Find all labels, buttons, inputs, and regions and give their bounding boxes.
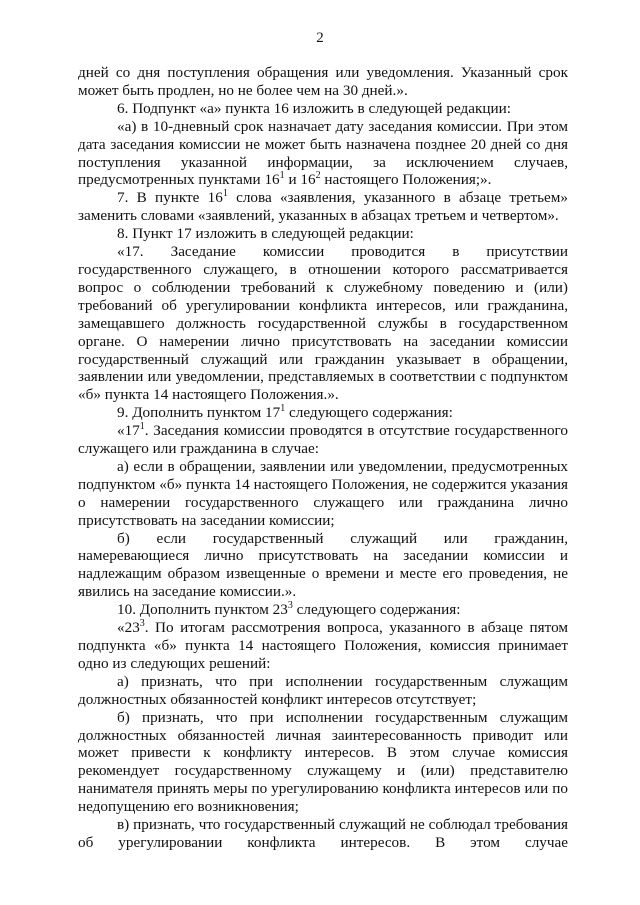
paragraph-p02 [78, 100, 568, 118]
superscript-index: 2 [315, 170, 321, 182]
text-run: настоящего Положения;». [320, 171, 492, 189]
paragraph-p11 [78, 601, 568, 619]
text-run: . По итогам рассмотрения вопроса, указанного в абзаце пятом подпункта «б» пункта 14 настоящего Положения, комиссия принимает одно из следующих решений: [78, 619, 568, 672]
text-run: дней со дня поступления обращения или уведомления. Указанный срок может быть продлен, но не более чем на 30 дней.». [78, 64, 568, 99]
text-run: б) признать, что при исполнении государственным служащим должностных обязанностей личная заинтересованность приводит или может привести к конфликту интересов. В этом случае комиссия рекомендует государственному служащему и (или) представителю нанимателя принять меры по урегулированию конфликта интересов или по недопущению его возникновения; [78, 708, 568, 816]
text-run: 8. Пункт 17 изложить в следующей редакции: [117, 225, 414, 243]
paragraph-p08 [78, 422, 568, 458]
text-run: а) признать, что при исполнении государственным служащим должностных обязанностей конфликт интересов отсутствует; [78, 672, 568, 708]
superscript-index: 1 [280, 403, 286, 415]
text-run: «17 [117, 422, 140, 440]
text-run: . Заседания комиссии проводятся в отсутствие государственного служащего или гражданина в случае: [78, 422, 568, 458]
text-run: слова «заявления, указанного в абзаце третьем» заменить словами «заявлений, указанных в абзацах третьем и четвертом». [78, 189, 568, 225]
text-run: следующего содержания: [292, 601, 461, 619]
text-run: следующего содержания: [285, 404, 453, 422]
text-run: и 16 [284, 171, 316, 189]
paragraph-p06 [78, 243, 568, 404]
paragraph-p09 [78, 458, 568, 530]
paragraph-p14 [78, 709, 568, 816]
paragraph-p13 [78, 673, 568, 709]
text-run: в) признать, что государственный служащий не соблюдал требования об урегулировании конфликта интересов. В этом случае [78, 816, 568, 851]
text-run: «17. Заседание комиссии проводится в присутствии государственного служащего, в отношении которого рассматривается вопрос о соблюдении требований к служебному поведению и (или) требований об урегулировании конфликта интересов, или гражданина, замещавшего должность государственной службы в государственном органе. О намерении лично присутствовать на заседании комиссии государственный служащий или гражданин указывает в обращении, заявлении или уведомлении, представляемых в соответствии с подпунктом «б» пункта 14 настоящего Положения.». [78, 243, 568, 404]
text-run: а) если в обращении, заявлении или уведомлении, предусмотренных подпунктом «б» пункта 14 настоящего Положения, не содержится указания о намерении государственного служащего или гражданина лично присутствовать на заседании комиссии; [78, 457, 568, 529]
document-body [78, 64, 568, 852]
superscript-index: 3 [287, 600, 293, 612]
superscript-index: 1 [139, 421, 145, 433]
paragraph-p05 [78, 225, 568, 243]
paragraph-p10 [78, 530, 568, 602]
text-run: 6. Подпункт «а» пункта 16 изложить в следующей редакции: [117, 99, 511, 117]
paragraph-p07 [78, 404, 568, 422]
text-run: «а) в 10-дневный срок назначает дату заседания комиссии. При этом дата заседания комиссии не может быть назначена позднее 20 дней со дня поступления указанной информации, за исключением случаев, предусмотренных пунктами 16 [78, 117, 568, 189]
superscript-index: 1 [279, 170, 285, 182]
paragraph-p12 [78, 619, 568, 673]
text-run: б) если государственный служащий или гражданин, намеревающиеся лично присутствовать на заседании комиссии и надлежащим образом извещенные о времени и месте его проведения, не явились на заседание комиссии.». [78, 529, 568, 601]
paragraph-p15 [78, 816, 568, 852]
superscript-index: 3 [139, 618, 145, 630]
page-number: 2 [316, 30, 324, 46]
paragraph-p03 [78, 118, 568, 190]
text-run: 9. Дополнить пунктом 17 [117, 404, 281, 422]
text-run: 10. Дополнить пунктом 23 [117, 601, 288, 619]
text-run: 7. В пункте 16 [117, 189, 223, 207]
text-run: «23 [117, 619, 140, 637]
paragraph-p04 [78, 189, 568, 225]
superscript-index: 1 [222, 188, 228, 200]
paragraph-p01 [78, 64, 568, 100]
